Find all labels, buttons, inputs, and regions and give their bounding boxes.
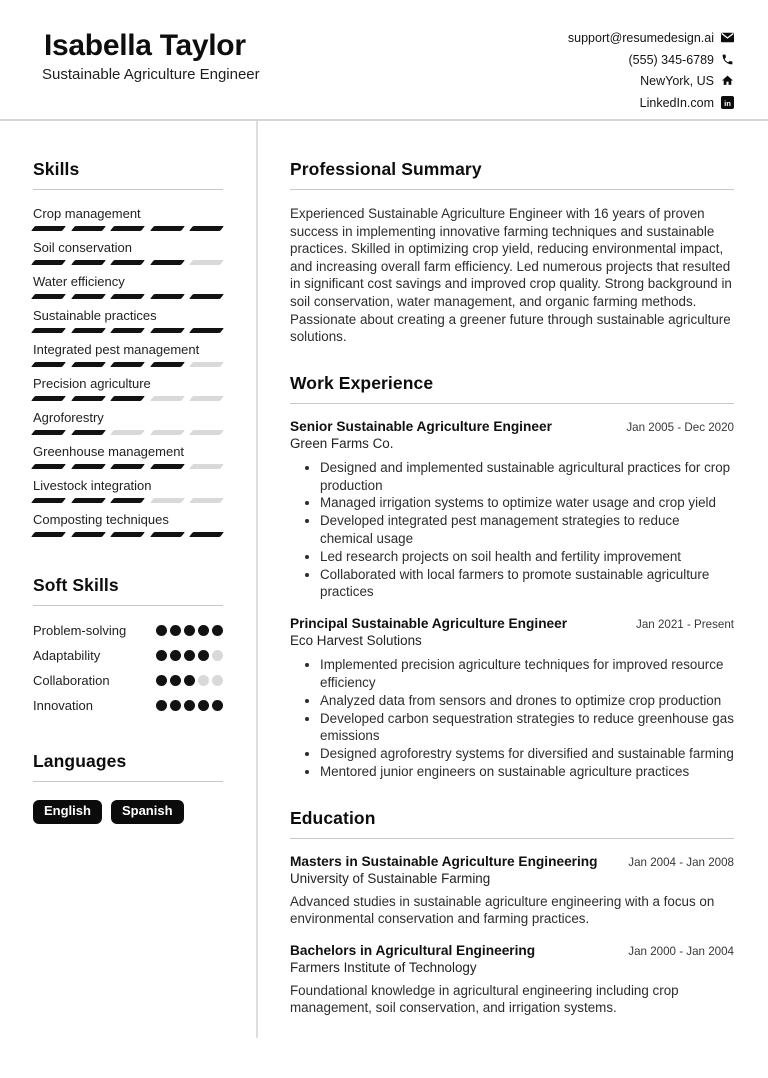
- job-header: [290, 419, 734, 434]
- bar-segment-empty: [189, 464, 224, 469]
- dot-filled: [198, 700, 209, 711]
- soft-skill-label: Collaboration: [33, 673, 110, 688]
- work-experience-heading: Work Experience: [290, 373, 734, 404]
- bar-segment-filled: [110, 362, 145, 367]
- bar-segment-filled: [189, 532, 224, 537]
- bar-segment-filled: [110, 498, 145, 503]
- soft-skill-item: [33, 673, 223, 688]
- contact-text: LinkedIn.com: [639, 95, 714, 110]
- header: [0, 0, 768, 121]
- contact-text: NewYork, US: [640, 74, 714, 88]
- bar-segment-empty: [189, 260, 224, 265]
- bar-segment-empty: [189, 498, 224, 503]
- work-experience-section: [290, 373, 734, 781]
- bar-segment-filled: [71, 464, 106, 469]
- dot-filled: [170, 625, 181, 636]
- bar-segment-filled: [150, 294, 185, 299]
- degrees-list: [290, 854, 734, 1017]
- bar-segment-filled: [189, 294, 224, 299]
- soft-skill-label: Innovation: [33, 698, 93, 713]
- degree-header: [290, 943, 734, 958]
- skill-item: [33, 240, 223, 265]
- bar-segment-filled: [71, 396, 106, 401]
- dot-filled: [170, 675, 181, 686]
- contact-item: [568, 93, 734, 115]
- bar-segment-filled: [31, 362, 66, 367]
- dot-filled: [198, 625, 209, 636]
- bar-segment-empty: [150, 498, 185, 503]
- bar-segment-filled: [71, 328, 106, 333]
- skill-level-bar: [33, 464, 222, 469]
- job-header: [290, 616, 734, 631]
- bar-segment-filled: [110, 260, 145, 265]
- skills-heading: Skills: [33, 159, 223, 190]
- svg-text:in: in: [724, 98, 731, 108]
- identity-block: [44, 22, 260, 83]
- bar-segment-filled: [189, 226, 224, 231]
- degree-title: Masters in Sustainable Agriculture Engineering: [290, 853, 598, 869]
- skill-level-bar: [33, 532, 222, 537]
- soft-skill-dots: [156, 700, 223, 711]
- soft-skill-dots: [156, 675, 223, 686]
- bar-segment-filled: [110, 294, 145, 299]
- bar-segment-filled: [71, 226, 106, 231]
- contact-text: support@resumedesign.ai: [567, 31, 714, 45]
- bar-segment-filled: [31, 430, 66, 435]
- job-bullet-list: [290, 656, 734, 781]
- skill-label: Integrated pest management: [33, 342, 200, 357]
- dot-empty: [212, 650, 223, 661]
- job-dates: Jan 2005 - Dec 2020: [626, 420, 734, 434]
- dot-filled: [156, 650, 167, 661]
- bar-segment-filled: [110, 396, 145, 401]
- skill-item: [33, 342, 223, 367]
- soft-skill-dots: [156, 625, 223, 636]
- degree-entry: [290, 943, 734, 1017]
- languages-heading: Languages: [33, 751, 223, 782]
- skill-label: Water efficiency: [33, 274, 125, 289]
- bar-segment-filled: [71, 498, 106, 503]
- home-icon: [721, 74, 734, 87]
- language-badge: English: [33, 800, 102, 824]
- skill-item: [33, 274, 223, 299]
- job-bullet: • Designed agroforestry systems for diversified and sustainable farming: [320, 745, 734, 763]
- bar-segment-empty: [189, 362, 224, 367]
- soft-skill-item: [33, 698, 223, 713]
- envelope-icon: [721, 31, 734, 44]
- dot-filled: [170, 650, 181, 661]
- job-title: Principal Sustainable Agriculture Engineer: [290, 616, 568, 632]
- skill-level-bar: [33, 498, 222, 503]
- bar-segment-filled: [71, 362, 106, 367]
- degree-school: University of Sustainable Farming: [290, 870, 491, 886]
- job-bullet: • Led research projects on soil health and fertility improvement: [320, 548, 734, 566]
- linkedin-icon: [721, 96, 734, 109]
- degree-entry: [290, 854, 734, 928]
- phone-icon: [721, 53, 734, 66]
- bar-segment-empty: [150, 396, 185, 401]
- bar-segment-filled: [150, 328, 185, 333]
- bar-segment-empty: [189, 430, 224, 435]
- skill-item: [33, 478, 223, 503]
- job-entry: [290, 419, 734, 601]
- sidebar-inner: [33, 159, 223, 824]
- skill-label: Composting techniques: [33, 512, 169, 527]
- bar-segment-filled: [110, 226, 145, 231]
- degree-description: Foundational knowledge in agricultural engineering including crop management, soil conservation, and irrigation systems.: [290, 982, 679, 1016]
- dot-filled: [198, 650, 209, 661]
- bar-segment-filled: [150, 260, 185, 265]
- skill-item: [33, 444, 223, 469]
- job-company: Eco Harvest Solutions: [290, 633, 422, 649]
- dot-filled: [156, 625, 167, 636]
- contact-item: [568, 50, 734, 72]
- dot-filled: [170, 700, 181, 711]
- bar-segment-filled: [71, 294, 106, 299]
- skill-item: [33, 308, 223, 333]
- job-bullet: • Analyzed data from sensors and drones to optimize crop production: [320, 692, 734, 710]
- dot-filled: [184, 625, 195, 636]
- skills-section: [33, 159, 223, 537]
- languages-section: [33, 751, 223, 824]
- bar-segment-empty: [189, 396, 224, 401]
- soft-skills-section: [33, 575, 223, 713]
- bar-segment-filled: [189, 328, 224, 333]
- soft-skill-item: [33, 623, 223, 638]
- dot-filled: [156, 700, 167, 711]
- dot-filled: [212, 700, 223, 711]
- bar-segment-filled: [150, 226, 185, 231]
- bar-segment-filled: [31, 464, 66, 469]
- soft-skill-dots: [156, 650, 223, 661]
- bar-segment-filled: [31, 226, 66, 231]
- contact-text: (555) 345-6789: [628, 52, 714, 67]
- skill-label: Crop management: [33, 206, 141, 221]
- jobs-list: [290, 419, 734, 781]
- job-company: Green Farms Co.: [290, 435, 394, 451]
- contact-item: [568, 28, 734, 50]
- bar-segment-filled: [31, 396, 66, 401]
- contact-block: [568, 22, 734, 114]
- skill-item: [33, 206, 223, 231]
- skill-label: Livestock integration: [33, 478, 152, 493]
- bar-segment-filled: [110, 328, 145, 333]
- body-columns: [0, 121, 768, 1038]
- degree-description: Advanced studies in sustainable agriculture engineering with a focus on environmental conservation and farming practices.: [290, 893, 715, 927]
- education-heading: Education: [290, 808, 734, 839]
- dot-filled: [184, 650, 195, 661]
- job-bullet: • Developed carbon sequestration strategies to reduce greenhouse gas emissions: [320, 710, 734, 746]
- education-section: [290, 808, 734, 1017]
- job-bullet: • Implemented precision agriculture techniques for improved resource efficiency: [320, 656, 734, 692]
- job-bullet: • Developed integrated pest management strategies to reduce chemical usage: [320, 512, 734, 548]
- skill-label: Precision agriculture: [33, 376, 151, 391]
- job-bullet-list: [290, 459, 734, 601]
- degree-school: Farmers Institute of Technology: [290, 959, 477, 975]
- skills-list: [33, 206, 223, 537]
- bar-segment-empty: [110, 430, 145, 435]
- degree-dates: Jan 2004 - Jan 2008: [628, 855, 734, 869]
- bar-segment-filled: [110, 464, 145, 469]
- person-name: Isabella Taylor: [44, 29, 246, 62]
- languages-list: [33, 800, 223, 824]
- soft-skills-list: [33, 623, 223, 713]
- skill-item: [33, 410, 223, 435]
- degree-title: Bachelors in Agricultural Engineering: [290, 942, 536, 958]
- bar-segment-filled: [31, 294, 66, 299]
- soft-skills-heading: Soft Skills: [33, 575, 223, 606]
- job-dates: Jan 2021 - Present: [636, 618, 734, 632]
- bar-segment-filled: [150, 464, 185, 469]
- job-bullet: • Mentored junior engineers on sustainable agriculture practices: [320, 763, 734, 781]
- degree-dates: Jan 2000 - Jan 2004: [628, 944, 734, 958]
- dot-filled: [156, 675, 167, 686]
- skill-level-bar: [33, 362, 222, 367]
- job-entry: [290, 616, 734, 781]
- bar-segment-filled: [110, 532, 145, 537]
- skill-item: [33, 376, 223, 401]
- job-bullet: • Designed and implemented sustainable agricultural practices for crop production: [320, 459, 734, 495]
- skill-level-bar: [33, 430, 222, 435]
- dot-filled: [184, 700, 195, 711]
- bar-segment-empty: [150, 430, 185, 435]
- skill-level-bar: [33, 294, 222, 299]
- sidebar: [0, 121, 258, 1038]
- job-bullet: • Collaborated with local farmers to promote sustainable agriculture practices: [320, 566, 734, 602]
- dot-empty: [198, 675, 209, 686]
- summary-section: [290, 159, 734, 346]
- bar-segment-filled: [71, 430, 106, 435]
- degree-header: [290, 854, 734, 869]
- bar-segment-filled: [31, 328, 66, 333]
- skill-level-bar: [33, 396, 222, 401]
- bar-segment-filled: [31, 498, 66, 503]
- skill-level-bar: [33, 328, 222, 333]
- soft-skill-label: Adaptability: [33, 648, 101, 663]
- bar-segment-filled: [31, 532, 66, 537]
- skill-level-bar: [33, 226, 222, 231]
- bar-segment-filled: [150, 532, 185, 537]
- dot-empty: [212, 675, 223, 686]
- dot-filled: [184, 675, 195, 686]
- contact-item: [568, 71, 734, 93]
- soft-skill-label: Problem-solving: [33, 623, 127, 638]
- skill-item: [33, 512, 223, 537]
- soft-skill-item: [33, 648, 223, 663]
- dot-filled: [212, 625, 223, 636]
- skill-level-bar: [33, 260, 222, 265]
- bar-segment-filled: [150, 362, 185, 367]
- bar-segment-filled: [31, 260, 66, 265]
- skill-label: Sustainable practices: [33, 308, 157, 323]
- summary-heading: Professional Summary: [290, 159, 734, 190]
- summary-text: Experienced Sustainable Agriculture Engineer with 16 years of proven success in implementing innovative farming techniques and sustainable practices. Skilled in optimizing crop yield, reducing environmental impact, and increasing overall farm efficiency. Led numerous projects that resulted in significant cost savings and improved crop quality. Strong background in soil conservation, water management, and organic farming methods. Passionate about creating a greener future through sustainable agriculture solutions.: [290, 206, 732, 345]
- person-job-title: Sustainable Agriculture Engineer: [42, 66, 260, 83]
- job-bullet: • Managed irrigation systems to optimize water usage and crop yield: [320, 494, 734, 512]
- main-column: [258, 121, 768, 1038]
- bar-segment-filled: [71, 260, 106, 265]
- skill-label: Soil conservation: [33, 240, 132, 255]
- bar-segment-filled: [71, 532, 106, 537]
- job-title: Senior Sustainable Agriculture Engineer: [290, 418, 552, 434]
- language-badge: Spanish: [111, 800, 184, 824]
- skill-label: Agroforestry: [33, 410, 104, 425]
- skill-label: Greenhouse management: [33, 444, 185, 459]
